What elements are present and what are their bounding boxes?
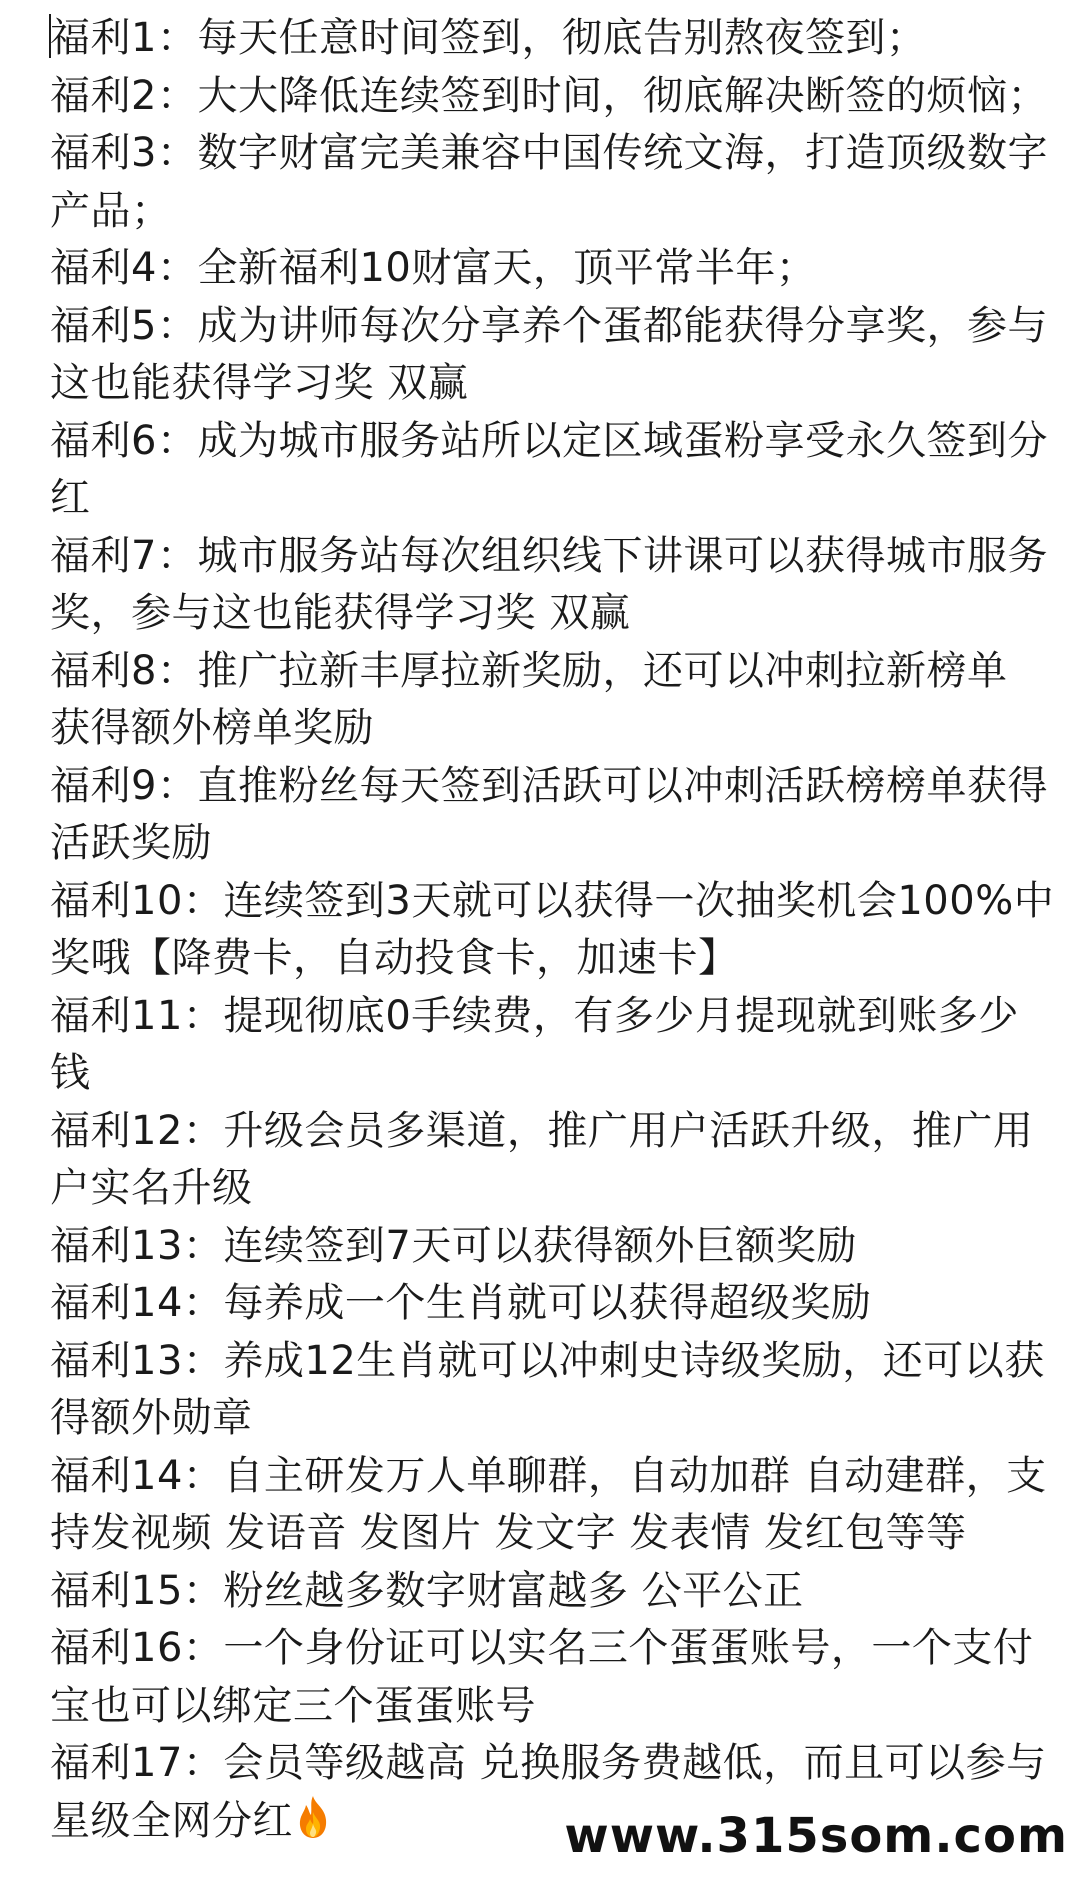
text-line: 福利5：成为讲师每次分享养个蛋都能获得分享奖，参与 — [50, 302, 1048, 349]
text-line: 福利13：连续签到7天可以获得额外巨额奖励 — [50, 1222, 857, 1269]
fire-icon — [295, 1794, 331, 1840]
text-line: 福利1：每天任意时间签到，彻底告别熬夜签到； — [50, 15, 927, 61]
benefits-text — [50, 10, 1055, 1850]
text-line: 红 — [50, 475, 91, 521]
text-line: 福利6：成为城市服务站所以定区域蛋粉享受永久签到分 — [50, 417, 1048, 464]
text-line: 福利11：提现彻底0手续费，有多少月提现就到账多少 — [50, 992, 1019, 1039]
text-line: 福利4：全新福利10财富天，顶平常半年； — [50, 245, 817, 291]
text-line: 产品； — [50, 187, 172, 234]
text-line: 福利10：连续签到3天就可以获得一次抽奖机会100%中 — [50, 877, 1055, 924]
text-line: 奖，参与这也能获得学习奖 双赢 — [50, 590, 631, 636]
text-line: 户实名升级 — [50, 1165, 253, 1211]
text-line: 这也能获得学习奖 双赢 — [50, 360, 469, 406]
watermark: www.315som.com — [564, 1808, 1068, 1864]
text-line: 持发视频 发语音 发图片 发文字 发表情 发红包等等 — [50, 1510, 967, 1556]
text-line: 福利3：数字财富完美兼容中国传统文海，打造顶级数字 — [50, 130, 1048, 176]
text-line: 福利7：城市服务站每次组织线下讲课可以获得城市服务 — [50, 532, 1048, 579]
last-line-text: 星级全网分红 — [50, 1797, 293, 1844]
text-line: 福利14：自主研发万人单聊群，自动加群 自动建群，支 — [50, 1452, 1047, 1499]
text-line: 得额外勋章 — [50, 1395, 253, 1441]
text-line: 福利13：养成12生肖就可以冲刺史诗级奖励，还可以获 — [50, 1337, 1045, 1384]
text-line: 福利2：大大降低连续签到时间，彻底解决断签的烦恼； — [50, 72, 1048, 119]
text-line: 福利16：一个身份证可以实名三个蛋蛋账号，一个支付 — [50, 1625, 1034, 1671]
text-line: 钱 — [50, 1050, 91, 1096]
text-line: 获得额外榜单奖励 — [50, 705, 374, 751]
text-line: 福利9：直推粉丝每天签到活跃可以冲刺活跃榜榜单获得 — [50, 762, 1048, 809]
text-line: 奖哦【降费卡，自动投食卡，加速卡】 — [50, 935, 739, 981]
text-line: 活跃奖励 — [50, 820, 212, 866]
text-line: 福利17：会员等级越高 兑换服务费越低，而且可以参与 — [50, 1740, 1047, 1786]
text-line: 宝也可以绑定三个蛋蛋账号 — [50, 1682, 536, 1729]
text-line: 福利12：升级会员多渠道，推广用户活跃升级，推广用 — [50, 1107, 1034, 1154]
text-line: 福利8：推广拉新丰厚拉新奖励，还可以冲刺拉新榜单 — [50, 647, 1008, 694]
text-line: 福利14：每养成一个生肖就可以获得超级奖励 — [50, 1280, 872, 1326]
text-line: 福利15：粉丝越多数字财富越多 公平公正 — [50, 1567, 804, 1614]
